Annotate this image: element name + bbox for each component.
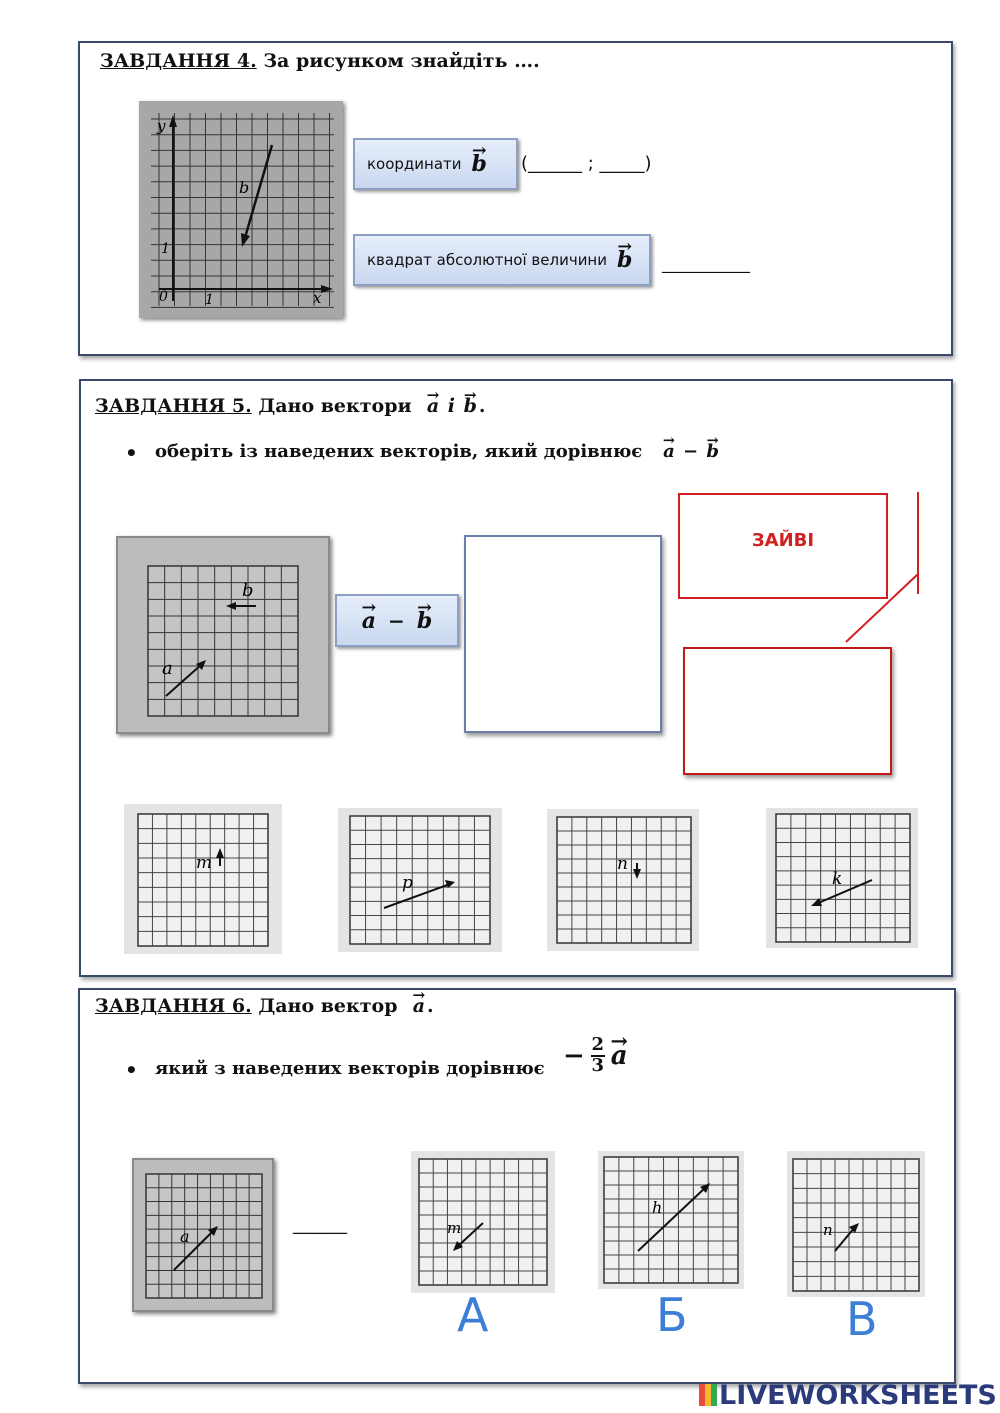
task5-bullet-minus: −: [683, 441, 699, 462]
option-letter-a: А: [457, 1288, 489, 1342]
graph-origin: 0: [159, 289, 168, 305]
task6-number: ЗАВДАННЯ 6.: [95, 995, 252, 1017]
option-n-svg: [547, 809, 699, 951]
given-vec-a-label: a: [162, 658, 173, 679]
fraction-denominator: 3: [591, 1054, 605, 1076]
task5-vec-a: a →: [425, 395, 441, 417]
a-minus-b-vec-b: b →: [415, 608, 434, 634]
coords-answer[interactable]: (______ ; _____): [521, 153, 652, 174]
graph-vec-label: b: [239, 178, 250, 197]
coords-b-button[interactable]: [353, 138, 518, 190]
task4-number: ЗАВДАННЯ 4.: [100, 50, 257, 72]
extra-dropzone[interactable]: [683, 647, 892, 775]
task6-answer-blank[interactable]: ______: [293, 1214, 347, 1235]
task6-given-label: a: [180, 1227, 190, 1246]
task5-instruction: Дано вектори: [251, 395, 412, 417]
task5-period: .: [478, 395, 486, 417]
graph-y-label: y: [157, 117, 166, 135]
extra-label: ЗАЙВІ: [751, 529, 815, 551]
option-m-label: m: [196, 853, 213, 873]
task6-option-a-svg: [411, 1151, 555, 1293]
task6-instruction: Дано вектор: [251, 995, 398, 1017]
task6-period: .: [427, 995, 434, 1017]
task5-bullet-text: оберіть із наведених векторів, який дорівнює: [155, 441, 643, 462]
a-minus-b-button[interactable]: [335, 594, 459, 647]
task6-option-b[interactable]: [598, 1151, 744, 1289]
task6-heading: [95, 995, 434, 1017]
task6-option-a-label: m: [447, 1219, 462, 1237]
option-n-label: n: [617, 854, 628, 874]
option-m[interactable]: [124, 804, 282, 954]
task6-option-c-svg: [787, 1151, 925, 1297]
logo-icon: [699, 1384, 717, 1406]
abs-square-vec: b →: [615, 247, 634, 273]
task4-instruction: За рисунком знайдіть ….: [256, 50, 540, 72]
fraction-numerator: 2: [591, 1034, 605, 1055]
fraction-vec-a: a →: [609, 1041, 630, 1071]
task5-given-picture: [116, 536, 330, 734]
task6-bullet: [155, 1058, 545, 1079]
task6-option-c-label: n: [823, 1221, 833, 1239]
task6-bullet-text: який з наведених векторів дорівнює: [155, 1058, 545, 1079]
a-minus-b-minus: −: [388, 608, 405, 633]
task6-option-a[interactable]: [411, 1151, 555, 1293]
task5-given-svg: [118, 538, 328, 732]
task5-vec-b: b →: [462, 395, 479, 417]
option-p[interactable]: [338, 808, 502, 952]
coords-b-vec: b →: [470, 151, 489, 177]
task6-given-svg: [134, 1160, 272, 1310]
abs-square-answer[interactable]: ___________: [662, 254, 750, 273]
task4-heading: [100, 50, 540, 72]
a-minus-b-vec-a: a →: [360, 608, 378, 634]
graph-x-label: x: [313, 289, 322, 307]
task5-number: ЗАВДАННЯ 5.: [95, 395, 252, 417]
option-k-label: k: [832, 869, 843, 889]
task6-vec-a: a →: [411, 995, 427, 1017]
task5-bullet: [155, 441, 721, 462]
answer-dropzone[interactable]: [464, 535, 662, 733]
option-p-svg: [338, 808, 502, 952]
option-p-label: p: [402, 873, 413, 893]
extra-connector: [840, 490, 930, 650]
option-letter-c: В: [846, 1292, 878, 1346]
task5-bullet-vec-a: a →: [661, 441, 677, 462]
task4-graph: [139, 101, 343, 318]
task6-option-b-svg: [598, 1151, 744, 1289]
logo-worksheets: WORKSHEETS: [785, 1380, 997, 1411]
option-m-svg: [124, 804, 282, 954]
graph-one-x: 1: [205, 292, 214, 308]
coords-b-label: координати: [367, 155, 462, 173]
task4-graph-svg: [139, 101, 343, 318]
logo-live: LIVE: [719, 1380, 786, 1411]
option-letter-b: Б: [656, 1288, 688, 1342]
task6-option-b-label: h: [652, 1198, 663, 1217]
fraction-sign: −: [563, 1040, 585, 1071]
option-n[interactable]: [547, 809, 699, 951]
option-k[interactable]: [766, 808, 918, 948]
given-vec-b-label: b: [242, 580, 254, 601]
abs-square-button[interactable]: [353, 234, 651, 286]
liveworksheets-logo: [699, 1380, 997, 1411]
task5-bullet-vec-b: b →: [704, 441, 721, 462]
graph-one-y: 1: [161, 241, 170, 257]
fraction-expression: [563, 1036, 630, 1076]
abs-square-label: квадрат абсолютної величини: [367, 251, 607, 269]
task5-conj: і: [447, 395, 455, 417]
fraction: [591, 1036, 605, 1076]
task6-given-picture: [132, 1158, 274, 1312]
task6-option-c[interactable]: [787, 1151, 925, 1297]
option-k-svg: [766, 808, 918, 948]
task5-heading: [95, 395, 486, 417]
